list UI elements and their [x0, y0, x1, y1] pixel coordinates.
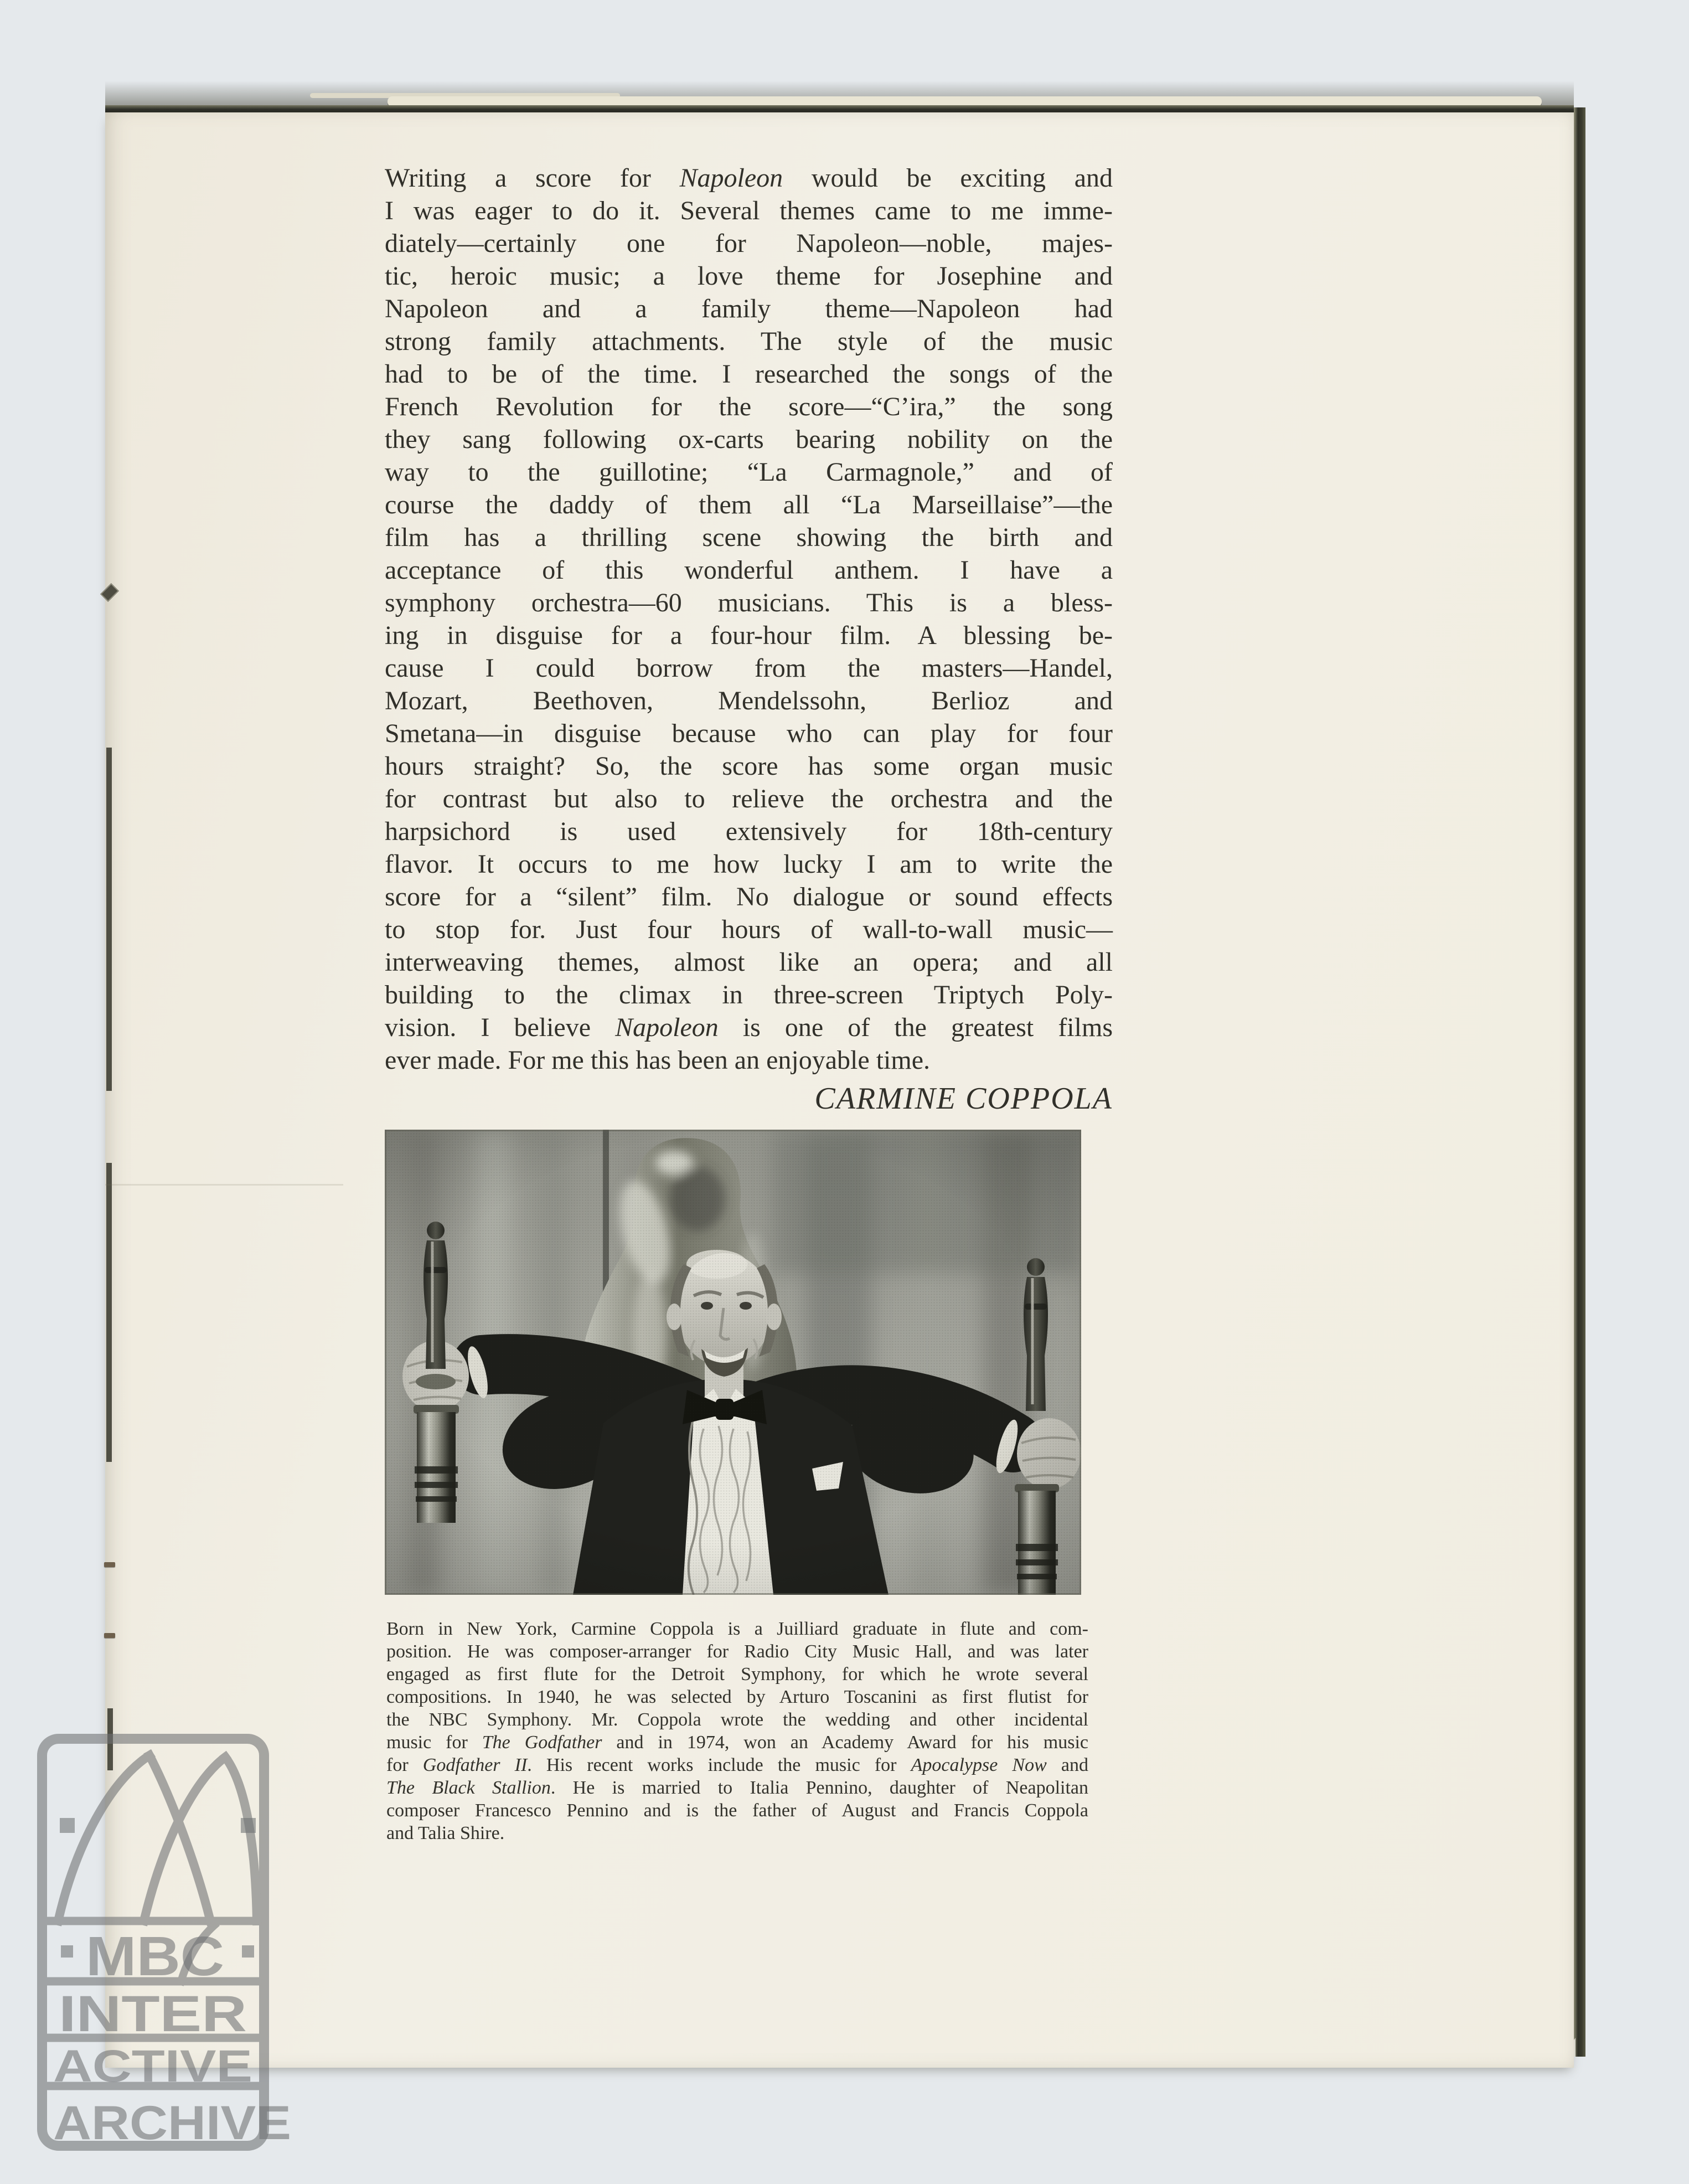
text-line: for contrast but also to relieve the orchestra and the — [385, 784, 1113, 813]
text-line: ever made. For me this has been an enjoyable time. — [385, 1045, 931, 1075]
text-line: Mozart, Beethoven, Mendelssohn, Berlioz and — [385, 686, 1113, 715]
text-line: acceptance of this wonderful anthem. I have a — [385, 555, 1113, 585]
byline: CARMINE COPPOLA — [814, 1081, 1113, 1116]
watermark-row: MBC — [86, 1925, 224, 1987]
text-line: ing in disguise for a four-hour film. A blessing be- — [385, 621, 1113, 650]
staple — [100, 583, 119, 602]
watermark-row: ACTIVE — [53, 2041, 252, 2092]
photo-carmine-coppola — [385, 1130, 1081, 1595]
caption-line: composer Francesco Pennino and is the father of August and Francis Coppola — [386, 1800, 1088, 1821]
italic-title: The Black Stallion — [386, 1778, 551, 1798]
article-text — [385, 162, 1113, 1076]
italic-title: Napoleon — [615, 1013, 719, 1042]
text-line: harpsichord is used extensively for 18th-century — [385, 817, 1113, 846]
caption-line: and Talia Shire. — [386, 1823, 505, 1843]
text-line: Smetana—in disguise because who can play for four — [385, 719, 1113, 748]
text-line: strong family attachments. The style of the music — [385, 327, 1113, 356]
text-line: tic, heroic music; a love theme for Josephine and — [385, 261, 1113, 291]
watermark-dot — [242, 1945, 254, 1958]
text-line: cause I could borrow from the masters—Handel, — [385, 653, 1113, 683]
watermark-row: INTER — [59, 1986, 247, 2042]
caption-line: the NBC Symphony. Mr. Coppola wrote the wedding and other incidental — [386, 1709, 1088, 1730]
watermark-dot — [241, 1818, 256, 1833]
caption-line: engaged as first flute for the Detroit Symphony, for which he wrote several — [386, 1664, 1088, 1685]
archive-watermark — [30, 1725, 296, 2184]
text-line: French Revolution for the score—“C’ira,” the song — [385, 392, 1113, 421]
text-line: I was eager to do it. Several themes came to me imme- — [385, 196, 1113, 225]
text-line: hours straight? So, the score has some organ music — [385, 751, 1113, 781]
text-line: film has a thrilling scene showing the birth and — [385, 523, 1113, 552]
caption-line: Born in New York, Carmine Coppola is a Juilliard graduate in flute and com- — [386, 1619, 1088, 1639]
spine-shadow-dash — [106, 748, 112, 1091]
caption-line: compositions. In 1940, he was selected by Arturo Toscanini as first flutist for — [386, 1687, 1088, 1707]
italic-title: Apocalypse Now — [911, 1755, 1047, 1775]
caption-line: position. He was composer-arranger for Radio City Music Hall, and was later — [386, 1641, 1088, 1662]
text-line: vision. I believe Napoleon is one of the greatest films — [385, 1013, 1113, 1042]
text-line: Napoleon and a family theme—Napoleon had — [385, 294, 1113, 323]
watermark-dot — [61, 1945, 73, 1958]
text-line: diately—certainly one for Napoleon—noble, majes- — [385, 229, 1113, 258]
caption-line: for Godfather II. His recent works include the music for Apocalypse Now and — [386, 1755, 1088, 1775]
spine-shadow-dash — [106, 1163, 112, 1462]
text-line: Writing a score for Napoleon would be exciting and — [385, 163, 1113, 193]
booklet-cover-right-edge — [1574, 107, 1585, 2057]
staple — [104, 1633, 115, 1638]
text-line: they sang following ox-carts bearing nobility on the — [385, 425, 1113, 454]
text-line: had to be of the time. I researched the songs of the — [385, 359, 1113, 389]
arch-left-leg — [58, 1755, 149, 1921]
page-crease — [105, 1184, 343, 1186]
caption-line: music for The Godfather and in 1974, won an Academy Award for his music — [386, 1732, 1089, 1753]
text-line: score for a “silent” film. No dialogue or sound effects — [385, 882, 1113, 911]
text-line: symphony orchestra—60 musicians. This is a bless- — [385, 588, 1113, 617]
staple — [104, 1562, 115, 1567]
text-line: way to the guillotine; “La Carmagnole,” and of — [385, 457, 1113, 487]
text-line: to stop for. Just four hours of wall-to-wall music— — [385, 915, 1113, 944]
watermark-dot — [60, 1818, 75, 1833]
italic-title: Godfather II — [422, 1755, 528, 1775]
text-line: flavor. It occurs to me how lucky I am to write the — [385, 849, 1113, 879]
text-line: interweaving themes, almost like an opera; and all — [385, 947, 1113, 977]
italic-title: Napoleon — [679, 163, 783, 193]
italic-title: The Godfather — [482, 1732, 602, 1753]
watermark-row: ARCHIVE — [53, 2097, 291, 2150]
photo-caption — [386, 1618, 1088, 1845]
text-line: building to the climax in three-screen Triptych Poly- — [385, 980, 1113, 1009]
text-line: course the daddy of them all “La Marseillaise”—the — [385, 490, 1113, 519]
caption-line: The Black Stallion. He is married to Italia Pennino, daughter of Neapolitan — [386, 1778, 1088, 1798]
